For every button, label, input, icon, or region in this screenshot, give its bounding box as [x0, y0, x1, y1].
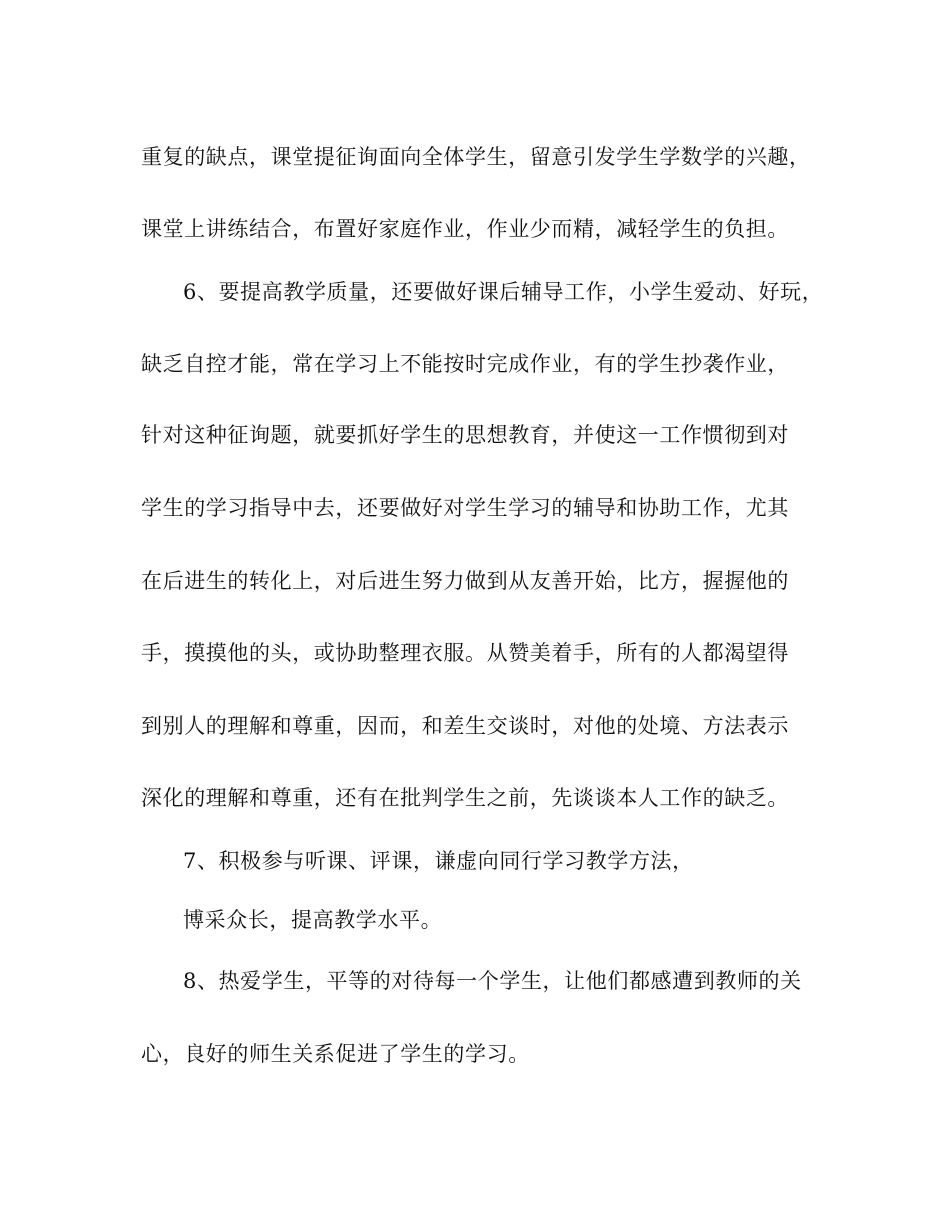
text-line: 在后进生的转化上，对后进生努力做到从友善开始，比方，握握他的 — [141, 569, 789, 593]
text-line: 重复的缺点，课堂提征询面向全体学生，留意引发学生学数学的兴趣， — [141, 145, 811, 169]
text-line: 7、积极参与听课、评课，谦虚向同行学习教学方法， — [183, 849, 694, 873]
text-line: 课堂上讲练结合，布置好家庭作业，作业少而精，减轻学生的负担。 — [141, 217, 789, 241]
text-line: 缺乏自控才能，常在学习上不能按时完成作业，有的学生抄袭作业， — [141, 352, 789, 376]
text-line: 手，摸摸他的头，或协助整理衣服。从赞美着手，所有的人都渴望得 — [141, 641, 789, 665]
text-line: 针对这种征询题，就要抓好学生的思想教育，并使这一工作惯彻到对 — [141, 423, 789, 447]
text-line: 到别人的理解和尊重，因而，和差生交谈时，对他的处境、方法表示 — [141, 714, 789, 738]
text-line: 学生的学习指导中去，还要做好对学生学习的辅导和协助工作，尤其 — [141, 496, 789, 520]
text-line: 心，良好的师生关系促进了学生的学习。 — [141, 1042, 530, 1066]
text-line: 博采众长，提高教学水平。 — [183, 908, 443, 932]
text-line: 深化的理解和尊重，还有在批判学生之前，先谈谈本人工作的缺乏。 — [141, 786, 789, 810]
text-line: 6、要提高教学质量，还要做好课后辅导工作，小学生爱动、好玩， — [183, 280, 824, 304]
text-line: 8、热爱学生，平等的对待每一个学生，让他们都感遭到教师的关 — [183, 969, 802, 993]
